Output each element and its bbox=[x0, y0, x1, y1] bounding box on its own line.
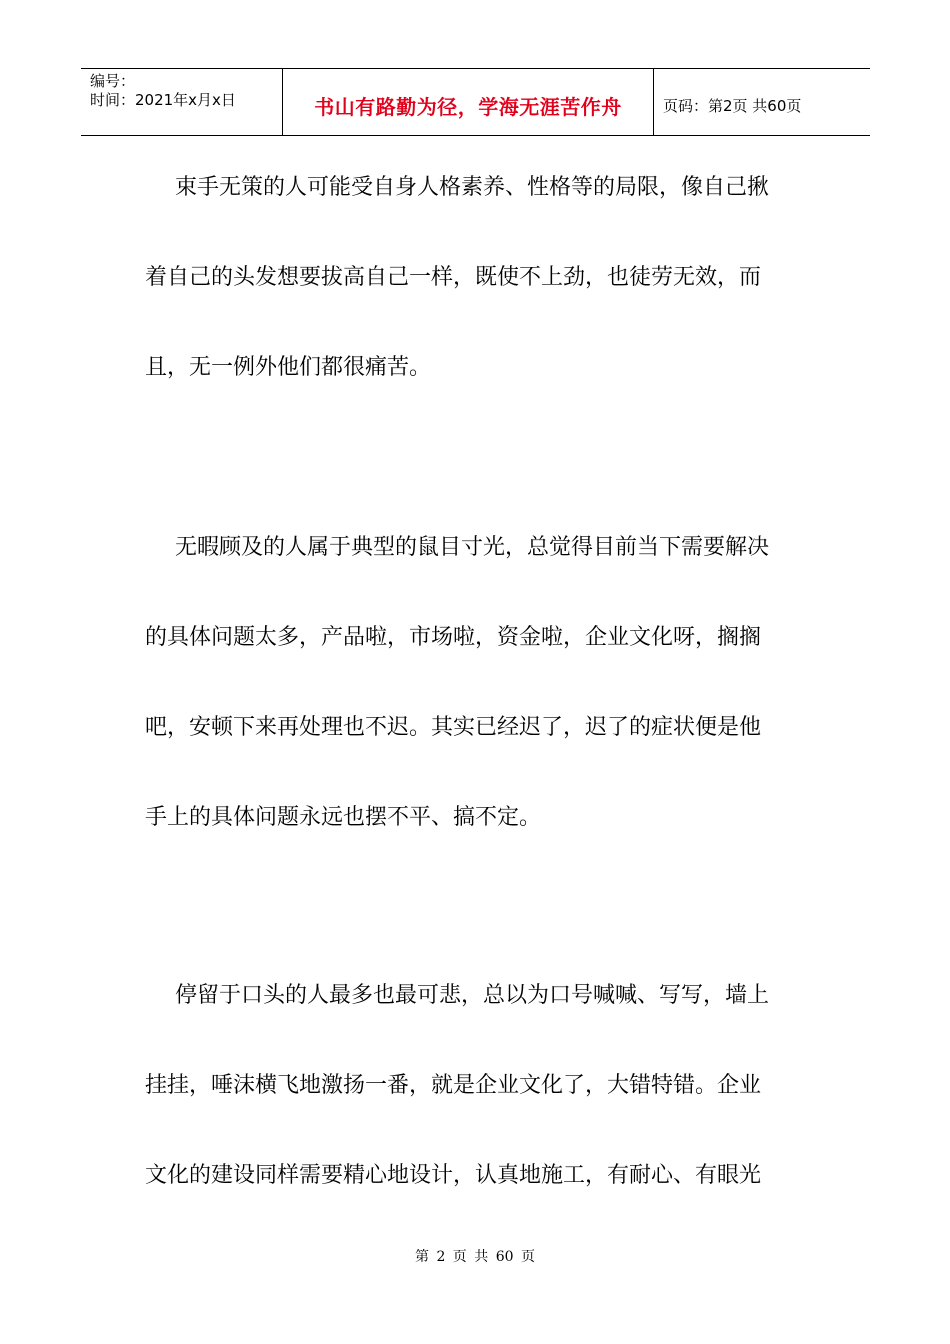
paragraph-line: 手上的具体问题永远也摆不平、搞不定。 bbox=[145, 805, 542, 830]
paragraph-line: 无暇顾及的人属于典型的鼠目寸光，总觉得目前当下需要解决 bbox=[175, 535, 770, 560]
header-motto-cell bbox=[283, 69, 654, 135]
paragraph-line: 的具体问题太多，产品啦，市场啦，资金啦，企业文化呀，搁搁 bbox=[145, 625, 762, 650]
serial-number-label: 编号： bbox=[90, 72, 136, 90]
page-footer: 第 2 页 共 60 页 bbox=[415, 1249, 535, 1265]
paragraph-line: 吧，安顿下来再处理也不迟。其实已经迟了，迟了的症状便是他 bbox=[145, 715, 762, 740]
page-code-text: 页码：第2页 共60页 bbox=[663, 96, 802, 115]
paragraph-line: 文化的建设同样需要精心地设计，认真地施工，有耐心、有眼光 bbox=[145, 1163, 762, 1188]
paragraph-3 bbox=[145, 978, 805, 1198]
paragraph-line: 挂挂，唾沫横飞地激扬一番，就是企业文化了，大错特错。企业 bbox=[145, 1073, 762, 1098]
header-page-code bbox=[654, 69, 870, 135]
document-header bbox=[81, 68, 870, 136]
header-meta bbox=[81, 69, 283, 135]
date-label: 时间：2021年x月x日 bbox=[90, 91, 236, 109]
paragraph-2 bbox=[145, 530, 805, 840]
paragraph-1 bbox=[145, 170, 805, 390]
motto-text: 书山有路勤为径，学海无涯苦作舟 bbox=[314, 94, 622, 119]
paragraph-line: 着自己的头发想要拔高自己一样，既使不上劲，也徒劳无效，而 bbox=[145, 265, 762, 290]
paragraph-line: 束手无策的人可能受自身人格素养、性格等的局限，像自己揪 bbox=[175, 175, 770, 200]
paragraph-line: 且，无一例外他们都很痛苦。 bbox=[145, 355, 432, 380]
paragraph-line: 停留于口头的人最多也最可悲，总以为口号喊喊、写写，墙上 bbox=[175, 983, 770, 1008]
